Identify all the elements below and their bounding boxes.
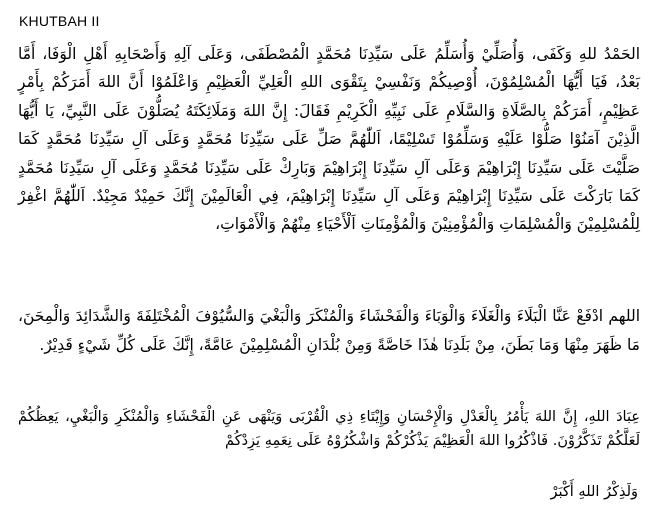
document-heading: KHUTBAH II xyxy=(19,13,100,29)
exhortation-paragraph: عِبَادَ اللهِ، إِنَّ اللهَ يَأْمُرُ بِالْعَدْلِ وَالْإِحْسَانِ وَإِيْتَاءِ ذِي الْقُرْبَى وَيَنْهَى عَنِ الْفَحْشَاءِ وَالْمُنْكَرِ وَالْبَغْيِ، يَعِظُكُمْ لَعَلَّكُمْ تَذَكَّرُوْنَ. فَاذْكُرُوا اللهَ الْعَظِيْمَ يَذْكُرْكُمْ وَاشْكُرُوْهُ عَلَى نِعَمِهِ يَزِدْكُمْ xyxy=(18,409,640,449)
final-line: وَلَذِكْرُ اللهِ أَكْبَرْ xyxy=(550,484,638,500)
supplication-paragraph: اللهم ادْفَعْ عَنَّا الْبَلَاءَ وَالْغَلَاءَ وَالْوَبَاءَ وَالْفَحْشَاءَ وَالْمُنْكَرَ وَالْبَغْيَ وَالسُّيُوْفَ الْمُخْتَلِفَةَ وَالشَّدَائِدَ وَالْمِحَنَ، مَا ظَهَرَ مِنْهَا وَمَا بَطَنَ، مِنْ بَلَدِنَا هٰذَا خَاصَّةً وَمِنْ بُلْدَانِ الْمُسْلِمِيْنَ عَامَّةً، إِنَّكَ عَلَى كُلِّ شَيْءٍ قَدِيْرٌ. xyxy=(18,307,640,354)
closing-sermon-paragraph: الحَمْدُ للهِ وَكَفَى، وَأُصَلِّيْ وَأُسَلِّمُ عَلَى سَيِّدِنَا مُحَمَّدٍ الْمُصْطَفَى، وَعَلَى آلِهِ وَأَصْحَابِهِ أَهْلِ الْوَفَا، أَمَّا بَعْدُ، فَيَا أَيُّهَا الْمُسْلِمُوْنَ، أُوْصِيكُمْ وَنَفْسِيْ بِتَقْوَى اللهِ الْعَلِيِّ الْعَظِيْمِ وَاعْلَمُوْا أَنَّ اللهَ أَمَرَكُمْ بِأَمْرٍ عَظِيْمٍ، أَمَرَكُمْ بِالصَّلَاةِ وَالسَّلَامِ عَلَى نَبِيِّهِ الْكَرِيْمِ فَقَالَ: إِنَّ اللهَ وَمَلَائِكَتَهُ يُصَلُّوْنَ عَلَى النَّبِيِّ، يَا أَيُّهَا الَّذِيْنَ آمَنُوْا صَلُّوْا عَلَيْهِ وَسَلِّمُوْا تَسْلِيْمًا، اَللّٰهُمَّ صَلِّ عَلَى سَيِّدِنَا مُحَمَّدٍ وَعَلَى آلِ سَيِّدِنَا مُحَمَّدٍ كَمَا صَلَّيْتَ عَلَى سَيِّدِنَا إِبْرَاهِيْمَ وَعَلَى آلِ سَيِّدِنَا إِبْرَاهِيْمَ وَبَارِكْ عَلَى سَيِّدِنَا مُحَمَّدٍ وَعَلَى آلِ سَيِّدِنَا مُحَمَّدٍ كَمَا بَارَكْتَ عَلَى سَيِّدِنَا إِبْرَاهِيْمَ وَعَلَى آلِ سَيِّدِنَا إِبْرَاهِيْمَ، فِي الْعَالَمِيْنَ إِنَّكَ حَمِيْدٌ مَجِيْدٌ. اَللّٰهُمَّ اغْفِرْ لِلْمُسْلِمِيْنَ وَالْمُسْلِمَاتِ وَالْمُؤْمِنِيْنَ وَالْمُؤْمِنَاتِ اَلْأَحْيَاءِ مِنْهُمْ وَالْأَمْوَاتِ، xyxy=(18,45,640,234)
